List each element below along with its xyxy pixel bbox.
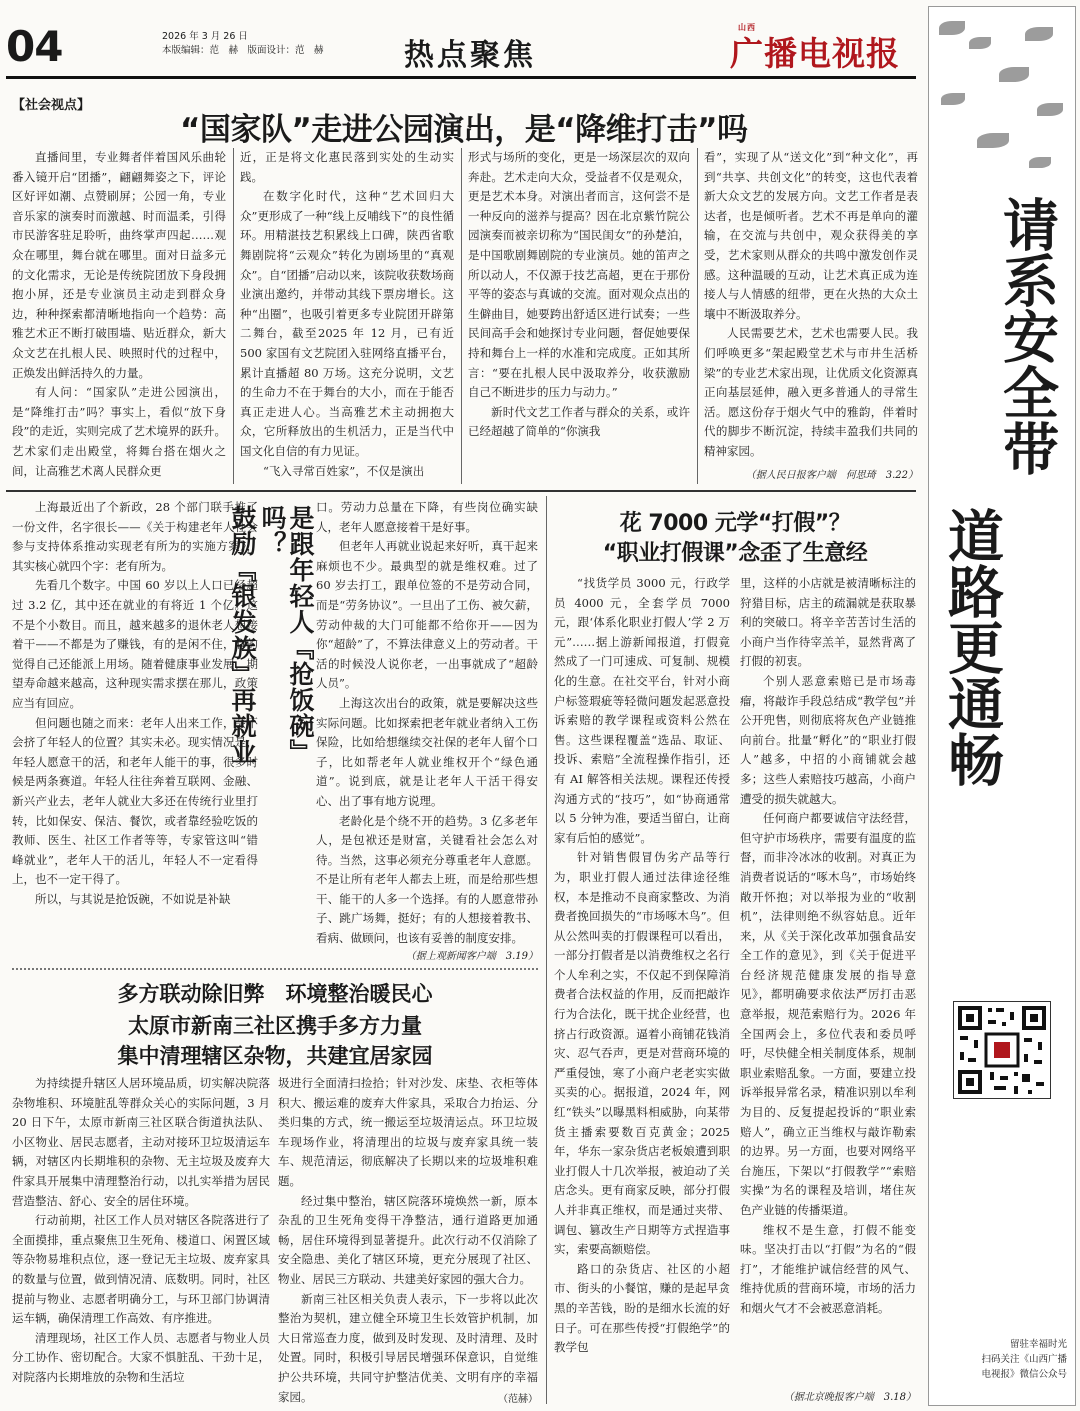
masthead-logo	[730, 22, 900, 75]
slogan-line1: 请系安全带	[994, 196, 1059, 476]
qr-caption-line: 电视报》微信公众号	[981, 1369, 1067, 1380]
section-title: 热点聚焦	[404, 38, 536, 73]
leaf-decoration	[977, 133, 1009, 148]
leaf-decoration	[999, 67, 1029, 82]
article1-col2	[240, 148, 454, 488]
paragraph: 口。劳动力总量在下降，有些岗位确实缺人，老年人愿意接着干是好事。	[316, 500, 538, 534]
article2-title-line1: 是跟年轻人『抢饭碗』吗？	[258, 505, 315, 765]
article-tag: 【社会视点】	[12, 98, 91, 113]
paper-name: 广播电视报	[730, 34, 900, 73]
leaf-decoration	[939, 21, 965, 35]
paragraph: 为持续提升辖区人居环境品质，切实解决院落杂物堆积、环境脏乱等群众关心的实际问题，3 月 20 日下午，太原市新南三社区联合街道执法队、小区物业、居民志愿者，主动对接环卫垃圾清运车辆，对辖区内长期堆积的杂物、无主垃圾及废弃大件家具开展集中清理整治行动，以扎实举措为居民营造整洁、舒心、安全的居住环境。	[12, 1076, 270, 1208]
dotted-divider	[12, 968, 538, 970]
article4-title-line1: 花 7000 元学“打假”？	[619, 511, 851, 536]
article4-col2	[740, 574, 916, 1384]
paragraph: 上海最近出了个新政，28 个部门联手推了一份文件，名字很长——《关于构建老年人社会参与支持体系推动实现老有所为的实施方案》，其实核心就四个字：老有所为。	[12, 500, 258, 573]
column-divider	[697, 148, 698, 484]
article4-col1	[554, 574, 730, 1406]
paragraph: 行动前期，社区工作人员对辖区各院落进行了全面摸排，重点聚焦卫生死角、楼道口、闲置区域等杂物易堆积点位，逐一登记无主垃圾、废弃家具的数量与位置，做到情况清、底数明。同时，社区提前与物业、志愿者明确分工，与环卫部门协调清运车辆，确保清理工作高效、有序推进。	[12, 1213, 270, 1326]
article1-source: （据人民日报客户端 何思琦 3.22）	[745, 470, 918, 481]
article3-col1	[12, 1074, 270, 1406]
issue-date: 2026 年 3 月 26 日	[162, 31, 248, 42]
leaf-decoration	[1037, 103, 1063, 116]
article3-title-line1: 多方联动除旧弊 环境整治暖民心	[117, 982, 433, 1006]
column-divider	[461, 148, 462, 484]
paragraph: 里，这样的小店就是被清晰标注的狩猎目标，店主的疏漏就是获取暴利的突破口。将辛辛苦苦讨生活的小商户当作待宰羔羊，显然背离了打假的初衷。	[740, 576, 916, 669]
article1-col4	[704, 148, 918, 468]
column-divider	[233, 148, 234, 484]
section-rule	[6, 490, 916, 492]
leaf-decoration	[1029, 157, 1051, 168]
qr-caption	[937, 1337, 1067, 1382]
qr-code-graphic	[954, 1002, 1050, 1098]
paragraph: 维权不是生意，打假不能变味。坚决打击以“打假”为名的“假打”，才能维护诚信经营的风气、维持优质的营商环境，市场的活力和烟火气才不会被恶意消耗。	[740, 1222, 916, 1315]
leaf-decoration	[1025, 27, 1053, 41]
article1-title: “国家队”走进公园演出，是“降维打击”吗	[180, 112, 748, 148]
page-number: 04	[6, 22, 63, 71]
paragraph: 任何商户都要诚信守法经营，但守护市场秩序，需要有温度的监督，而非冷冰冰的收割。对真正为消费者说话的“啄木鸟”，市场始终敞开怀抱；对以举报为业的“收割机”，法律则绝不纵容姑息。近年来，从《关于深化改革加强食品安全工作的意见》，到《关于促进平台经济规范健康发展的指导意见》，都明确要求依法严厉打击恶意举报，规范索赔行为。2026 年全国两会上，多位代表和委员呼吁，尽快健全相关制度体系，规制职业索赔乱象。一方面，要建立投诉举报异常名录，精准识别以牟利为目的、反复提起投诉的“职业索赔人”，确立正当维权与敲诈勒索的边界。另一方面，也要对网络平台施压，下架以“打假教学”“索赔实操”为名的课程及培训，堵住灰色产业链的传播渠道。	[740, 811, 916, 1217]
article3-title-line2: 太原市新南三社区携手多方力量	[128, 1014, 422, 1038]
paragraph: 但老年人再就业说起来好听，真干起来麻烦也不少。最典型的就是维权难。过了 60 岁去打工，跟单位签的不是劳动合同，而是“劳务协议”。一旦出了工伤、被欠薪，劳动仲裁的大门可能都不给你开——因为你“超龄”了，不算法律意义上的劳动者。干活的时候没人说你老，一出事就成了“超龄人员”。	[316, 539, 538, 691]
paragraph: 针对销售假冒伪劣产品等行为，职业打假人通过法律途径维权，本是推动不良商家整改、为消费者挽回损失的“市场啄木鸟”。但从公然叫卖的打假课程可以看出，一部分打假者是以消费维权之名行个人牟利之实，不仅起不到保障消费者合法权益的作用，反而把敲诈行为合法化，既干扰企业经营，也挤占行政资源。逼着小商铺花钱消灾、忍气吞声，更是对营商环境的严重侵蚀，寒了小商户老老实实做买卖的心。据报道，2024 年，网红“铁头”以曝黑料相威胁，向某带货主播索要数百克黄金；2025 年，华东一家杂货店老板娘遭到职业打假人十几次举报，被迫动了关店念头。更有商家反映，部分打假人并非真正维权，而是通过夹带、调包、篡改生产日期等方式捏造事实，索要高额赔偿。	[554, 850, 730, 1257]
article3-title-line3: 集中清理辖区杂物，共建宜居家园	[117, 1044, 433, 1068]
issue-info	[162, 30, 324, 58]
slogan-line2: 道路更通畅	[939, 507, 1004, 787]
leaf-decoration	[941, 93, 965, 105]
masthead-small: 山西	[738, 22, 756, 32]
paragraph: 在数字化时代，这种“艺术回归大众”更形成了一种“线上反哺线下”的良性循环。用精湛技艺积累线上口碑，陕西省歌舞剧院将“云观众”转化为剧场里的“真观众”。自“团播”启动以来，该院收获数场商业演出邀约，并带动其线下票房增长。这种“出圈”，也吸引着更多专业院团开辟第二舞台，截至2025 年 12 月，已有近 500 家国有文艺院团入驻网络直播平台，累计直播超 80 万场。这充分说明，文艺的生命力不在于舞台的大小，而在于能否真正走进人心。当高雅艺术主动拥抱大众，它所释放出的生机活力，正是当代中国文化自信的有力见证。	[240, 189, 454, 458]
qr-caption-line: 扫码关注《山西广播	[981, 1354, 1067, 1365]
article3-source: （范赫）	[498, 1394, 538, 1405]
paragraph: 形式与场所的变化，更是一场深层次的双向奔赴。艺术走向大众，受益者不仅是观众，更是艺术本身。对演出者而言，这何尝不是一种反向的滋养与提高？因在北京紫竹院公园演奏而被亲切称为“国民闺女”的孙楚泊，是中国歌剧舞剧院的专业演员。她的笛声之所以动人，不仅源于技艺高超，更在于那份平等的姿态与真诚的交流。面对观众点出的生僻曲目，她要跨出舒适区进行试奏；一些民间高手会和她探讨专业问题，督促她要保持和舞台上一样的水准和完成度。正如其所言：“要在扎根人民中汲取养分，收获激励自己不断进步的压力与动力。”	[468, 150, 690, 400]
paragraph: 圾进行全面清扫捡拾；针对沙发、床垫、衣柜等体积大、搬运难的废弃大件家具，采取合力抬运、分类归集的方式，统一搬运至垃圾清运点。环卫垃圾车现场作业，将清理出的垃圾与废弃家具统一装车、规范清运，彻底解决了长期以来的垃圾堆积难题。	[278, 1076, 538, 1188]
paragraph: 先看几个数字。中国 60 岁以上人口已经超过 3.2 亿，其中还在就业的有将近 1 个亿。这不是个小数目。而且，越来越多的退休老人想接着干——不都是为了赚钱，有的是闲不住，有的觉得自己还能派上用场。随着健康事业发展，期望寿命越来越高，这种现实需求摆在那儿，政策应当有回应。	[12, 578, 258, 710]
article4-source: （据北京晚报客户端 3.18）	[783, 1392, 916, 1403]
leaf-decoration	[969, 37, 991, 49]
column-divider	[546, 496, 547, 1404]
paragraph: 个别人恶意索赔已是市场毒瘤，将敲诈手段总结成“教学包”并公开兜售，则彻底将灰色产业链推向前台。批量“孵化”的“职业打假人”越多，中招的小商铺就会越多；这些人索赔技巧越高，小商户遭受的损失就越大。	[740, 673, 916, 806]
article2-source: （据上观新闻客户端 3.19）	[405, 951, 538, 962]
qr-code[interactable]	[953, 1001, 1051, 1099]
article1-col3	[468, 148, 690, 488]
paragraph: 直播间里，专业舞者伴着国风乐曲轮番入镜开启“团播”，翩翩舞姿之下，评论区好评如潮、点赞刷屏；公园一角，专业音乐家的演奏时而激越、时而温柔，引得市民游客驻足聆听，曲终掌声四起……观众在哪里，舞台就在哪里。面对日益多元的文化需求，无论是传统院团放下身段拥抱小屏，还是专业演员主动走到群众身边，种种探索都清晰地指向一个趋势：高雅艺术正不断打破围墙、贴近群众，新大众文艺在扎根人民、映照时代的过程中，正焕发出鲜活持久的力量。	[12, 150, 226, 380]
editor-credits: 本版编辑：范 赫 版面设计：范 赫	[162, 45, 324, 56]
article4-title-line2: “职业打假课”念歪了生意经	[602, 541, 868, 566]
paragraph: 经过集中整治，辖区院落环境焕然一新，原本杂乱的卫生死角变得干净整洁，通行道路更加通畅，居住环境得到显著提升。此次行动不仅消除了安全隐患、美化了辖区环境，更充分展现了社区、物业、居民三方联动、共建美好家园的强大合力。	[278, 1193, 538, 1286]
paragraph: 上海这次出台的政策，就是要解决这些实际问题。比如探索把老年就业者纳入工伤保险，比如给想继续交社保的老年人留个口子，比如帮老年人就业维权开个“绿色通道”。说到底，就是让老年人干活干得安心、出了事有地方说理。	[316, 695, 538, 808]
paragraph: 老龄化是个绕不开的趋势。3 亿多老年人，是包袱还是财富，关键看社会怎么对待。当然，这事必须充分尊重老年人意愿。不是让所有老年人都去上班，而是给那些想干、能干的人多一个选择。有的人愿意带孙子、跳广场舞，挺好；有的人想接着教书、看病、做顾问，也该有妥善的制度安排。	[316, 813, 538, 946]
article2-col1	[12, 498, 258, 976]
paragraph: 有人问：“国家队”走进公园演出，是“降维打击”吗？事实上，看似“放下身段”的走近，实则完成了艺术境界的跃升。艺术家们走出殿堂，将舞台搭在烟火之间，让高雅艺术离人民群众更	[12, 385, 226, 478]
paragraph: 近，正是将文化惠民落到实处的生动实践。	[240, 150, 454, 184]
paragraph: 新时代文艺工作者与群众的关系，或许已经超越了简单的“你演我	[468, 404, 690, 439]
qr-caption-line: 留驻幸福时光	[1009, 1339, 1067, 1350]
header-rule	[6, 76, 916, 79]
paragraph: 但问题也随之而来：老年人出来工作，会不会挤了年轻人的位置？其实未必。现实情况是，年轻人愿意干的活，和老年人能干的事，很多时候是两条赛道。年轻人往往奔着互联网、金融、新兴产业去，老年人就业大多还在传统行业里打转，比如保安、保洁、餐饮，或者靠经验吃饭的教师、医生、社区工作者等等，专家管这叫“错峰就业”，老年人干的活儿，年轻人不一定看得上，也不一定干得了。	[12, 715, 258, 887]
article1-col1	[12, 148, 226, 488]
paragraph: “找货学员 3000 元，行政学员 4000 元，全套学员 7000 元，跟‘体系化职业打假人’学 2 万元”……据上游新闻报道，打假竟然成了一门可速成、可复制、规模化的生意。在社交平台，针对小商户标签瑕疵等轻微问题发起恶意投诉索赔的教学课程或资料公然在售。这些课程覆盖“选品、取证、投诉、索赔”全流程操作指引，还有 AI 解答相关法规。课程还传授沟通方式的“技巧”，如“协商通常以 5 分钟为准，要适当留白，让商家有后怕的感觉”。	[554, 576, 730, 845]
paragraph: 所以，与其说是抢饭碗，不如说是补缺	[35, 891, 231, 906]
paragraph: “飞入寻常百姓家”，不仅是演出	[263, 463, 425, 478]
paragraph: 人民需要艺术，艺术也需要人民。我们呼唤更多“架起殿堂艺术与市井生活桥梁”的专业艺术家出现，让优质文化资源真正向基层延伸，融入更多普通人的寻常生活。愿这份存于烟火气中的雅韵，伴着时代的脚步不断沉淀，持续丰盈我们共同的精神家园。	[704, 326, 918, 458]
paragraph: 路口的杂货店、社区的小超市、街头的小餐馆，赚的是起早贪黑的辛苦钱，盼的是细水长流的好日子。可在那些传授“打假绝学”的教学包	[554, 1261, 730, 1355]
article2-col2	[316, 498, 538, 944]
paragraph: 看”，实现了从“送文化”到“种文化”，再到“共享、共创文化”的转变，这也代表着新大众文艺的发展方向。文艺工作者是表达者，也是倾听者。艺术不再是单向的灌输，在交流与共创中，观众获得美的享受，艺术家则从群众的共鸣中激发创作灵感。这种温暖的互动，让艺术真正成为连接人与人情感的纽带，更在火热的大众土壤中不断汲取养分。	[704, 150, 918, 321]
paragraph: 清理现场，社区工作人员、志愿者与物业人员分工协作、密切配合。大家不惧脏乱、干劲十足，对院落内长期堆放的杂物和生活垃	[12, 1330, 270, 1384]
paragraph: 新南三社区相关负责人表示，下一步将以此次整治为契机，建立健全环境卫生长效管护机制，加大日常巡查力度，做到及时发现、及时清理、及时处置。同时，积极引导居民增强环保意识，自觉维护公共环境，共同守护整洁优美、文明有序的幸福家园。	[278, 1291, 538, 1404]
article2-title-line2: 鼓励『银发族』再就业	[228, 505, 257, 765]
